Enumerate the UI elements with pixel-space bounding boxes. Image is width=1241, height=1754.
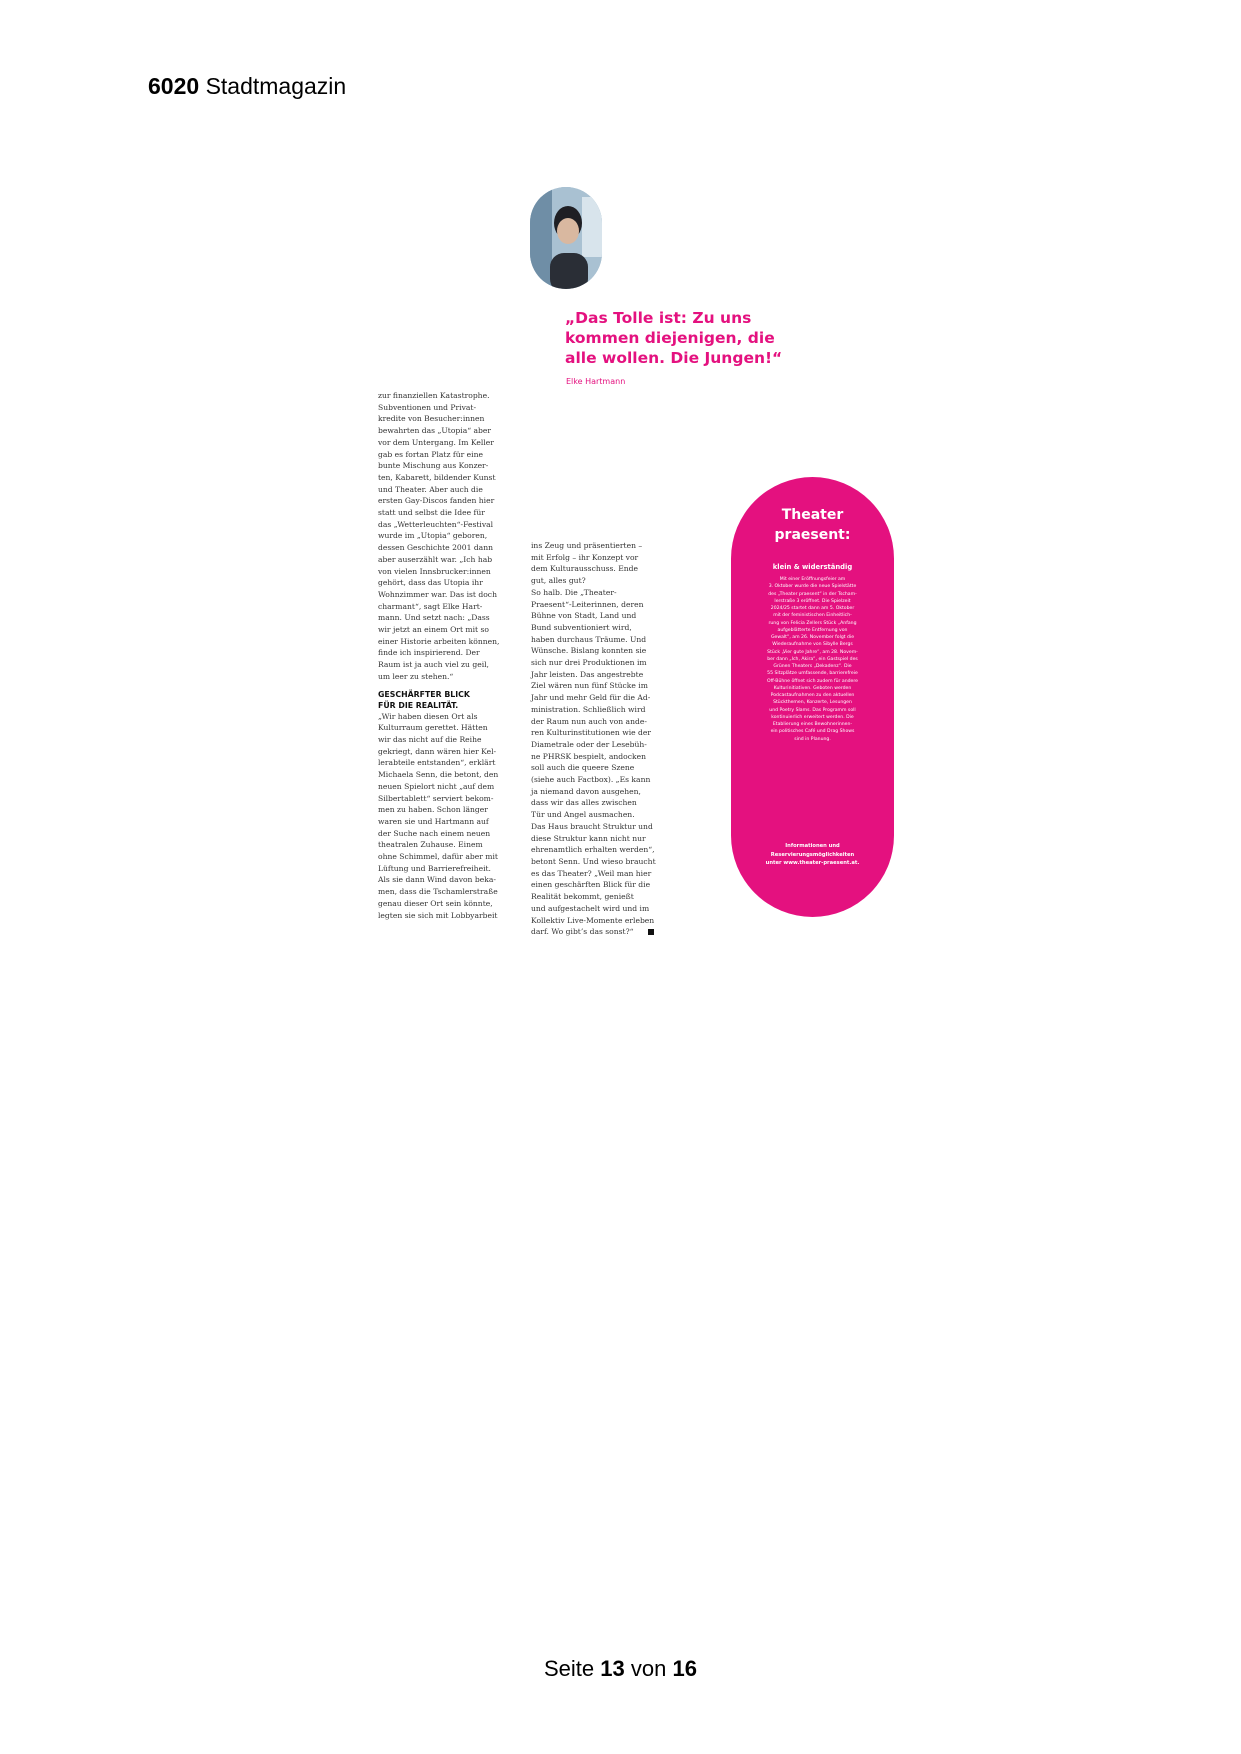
article-line: statt und selbst die Idee für xyxy=(378,508,485,518)
column-1b-text xyxy=(378,711,518,922)
article-line: gut, alles gut? xyxy=(531,576,586,586)
article-line: Diametrale oder der Lesebüh- xyxy=(531,739,647,749)
portrait-illustration xyxy=(530,187,602,289)
article-line: Subventionen und Privat- xyxy=(378,402,477,412)
article-line: charmant“, sagt Elke Hart- xyxy=(378,601,483,611)
factbox-subtitle: klein & widerständig xyxy=(772,563,853,571)
article-line: Lüftung und Barrierefreiheit. xyxy=(378,863,491,873)
article-line: Jahr leisten. Das angestrebte xyxy=(531,669,644,679)
article-line: „Wir haben diesen Ort als xyxy=(378,711,478,721)
factbox-body-line: Etablierung eines Bewohnerinnen- xyxy=(772,722,853,727)
article-line: Ziel wären nun fünf Stücke im xyxy=(531,681,648,691)
factbox-body-line: Kulturinitiativen. Geboten werden xyxy=(773,685,852,691)
article-line: Bund subventioniert wird, xyxy=(531,622,632,632)
article-line: zur finanziellen Katastrophe. xyxy=(378,391,490,400)
article-line: gehört, dass das Utopia ihr xyxy=(378,578,483,588)
article-line: (siehe auch Factbox). „Es kann xyxy=(531,775,651,785)
factbox-body-line: Wiederaufnahme von Sibylle Bergs xyxy=(772,642,853,648)
article-line: lerabteile entstanden“, erklärt xyxy=(378,758,496,768)
pull-quote-line: alle wollen. Die Jungen!“ xyxy=(565,349,783,367)
article-line: genau dieser Ort sein könnte, xyxy=(378,898,493,908)
factbox-title-line: Theater xyxy=(781,507,844,523)
factbox-body-line: sind in Planung. xyxy=(794,736,831,742)
article-line: und Theater. Aber auch die xyxy=(378,484,483,494)
factbox-body-line: rung von Felicia Zellers Stück „Anfang xyxy=(768,620,857,626)
article-line: Jahr und mehr Geld für die Ad- xyxy=(531,693,651,703)
article-line: ren Kulturinstitutionen wie der xyxy=(531,728,652,738)
factbox-body-line: Podcastaufnahmen zu den aktuellen xyxy=(770,693,855,698)
page-label: Seite xyxy=(544,1656,595,1681)
article-line: Bühne von Stadt, Land und xyxy=(531,611,637,621)
factbox-body-line: Gewalt“, am 26. November folgt die xyxy=(770,635,855,640)
factbox-info xyxy=(741,842,884,868)
article-line: ne PHRSK bespielt, andocken xyxy=(531,751,646,761)
pull-quote xyxy=(565,308,795,368)
article-line: vor dem Untergang. Im Keller xyxy=(378,437,494,447)
factbox-body xyxy=(745,576,880,743)
brand-name: Stadtmagazin xyxy=(205,73,347,99)
article-line: Raum ist ja auch viel zu geil, xyxy=(378,660,489,670)
article-line: es das Theater? „Weil man hier xyxy=(531,868,652,878)
pull-quote-line: kommen diejenigen, die xyxy=(565,329,775,347)
factbox-body-line: ein politisches Café und Drag Shows xyxy=(770,729,855,735)
article-line: um leer zu stehen.“ xyxy=(378,671,454,681)
article-line: ten, Kabarett, bildender Kunst xyxy=(378,472,496,482)
article-line: mit Erfolg – ihr Konzept vor xyxy=(531,552,639,562)
article-line: Michaela Senn, die betont, den xyxy=(378,770,499,780)
article-line: gekriegt, dann wären hier Kel- xyxy=(378,746,497,756)
subhead-line: FÜR DIE REALITÄT. xyxy=(378,700,459,710)
last-line-text: darf. Wo gibt’s das sonst?“ xyxy=(531,927,634,937)
article-line: der Suche nach einem neuen xyxy=(378,828,491,838)
article-line: einer Historie arbeiten können, xyxy=(378,636,500,646)
factbox-body-line: kontinuierlich erweitert werden. Die xyxy=(771,714,854,720)
article-line: soll auch die queere Szene xyxy=(531,763,635,773)
article-column-1 xyxy=(378,390,518,921)
last-line xyxy=(531,926,673,938)
factbox-title xyxy=(731,505,894,545)
article-line: ersten Gay-Discos fanden hier xyxy=(378,496,495,506)
article-line: Wohnzimmer war. Das ist doch xyxy=(378,589,497,599)
page-footer xyxy=(0,1656,1241,1682)
factbox-body-line: und Poetry Slams. Das Programm soll xyxy=(769,707,856,713)
article-line: aber auserzählt war. „Ich hab xyxy=(378,554,493,564)
current-page: 13 xyxy=(600,1656,625,1681)
factbox-body-line: Stückthemen, Konzerte, Lesungen xyxy=(773,700,852,706)
factbox-body-line: aufgeblätterte Entfernung von xyxy=(777,627,848,633)
article-line: kredite von Besucher:innen xyxy=(378,414,485,424)
article-line: legten sie sich mit Lobbyarbeit xyxy=(378,910,498,920)
factbox-body-line: 55 Sitzplätze umfassende, barrierefreie xyxy=(767,671,858,677)
article-line: diese Struktur kann nicht nur xyxy=(531,833,646,843)
factbox-title-line: praesent: xyxy=(774,527,851,543)
article-line: Kollektiv Live-Momente erleben xyxy=(531,915,655,925)
pull-quote-line: „Das Tolle ist: Zu uns xyxy=(565,309,752,327)
factbox-info-line: Reservierungsmöglichkeiten xyxy=(770,851,855,858)
factbox xyxy=(731,477,894,917)
factbox-body-line: 2024/25 startet dann am 5. Oktober xyxy=(770,606,855,611)
factbox-info-line: Informationen und xyxy=(785,843,840,849)
article-line: men zu haben. Schon länger xyxy=(378,805,488,815)
article-line: ministration. Schließlich wird xyxy=(531,704,646,714)
article-line: und aufgestachelt wird und im xyxy=(531,903,650,913)
article-line: betont Senn. Und wieso braucht xyxy=(531,856,656,866)
factbox-body-line: mit der feministischen Einheitlich- xyxy=(773,613,852,619)
article-line: Silbertablett“ serviert bekom- xyxy=(378,793,494,803)
factbox-body-line: Mit einer Eröffnungsfeier am xyxy=(779,577,846,582)
column-2-text xyxy=(531,540,673,926)
factbox-body-line: lerstraße 3 eröffnet. Die Spielzeit xyxy=(774,598,851,604)
quote-author: Elke Hartmann xyxy=(566,377,626,386)
article-line: gab es fortan Platz für eine xyxy=(378,449,483,459)
portrait-photo xyxy=(530,187,602,289)
article-line: dem Kulturausschuss. Ende xyxy=(531,564,639,574)
section-subhead xyxy=(378,689,518,711)
article-line: sich nur drei Produktionen im xyxy=(531,658,647,668)
article-line: Wünsche. Bislang konnten sie xyxy=(531,646,647,656)
factbox-body-line: des „Theater praesent“ in der Tscham- xyxy=(768,591,857,597)
article-line: Als sie dann Wind davon beka- xyxy=(378,875,496,885)
factbox-body-line: Off-Bühne öffnet sich zudem für andere xyxy=(767,678,858,684)
article-line: waren sie und Hartmann auf xyxy=(378,816,489,826)
end-mark-icon xyxy=(648,929,654,935)
article-line: das „Wetterleuchten“-Festival xyxy=(378,519,494,529)
article-line: ehrenamtlich erhalten werden“, xyxy=(531,845,655,855)
factbox-info-line: unter www.theater-praesent.at. xyxy=(765,860,860,866)
article-line: dass wir das alles zwischen xyxy=(531,798,637,808)
article-line: bunte Mischung aus Konzer- xyxy=(378,461,489,471)
article-line: men, dass die Tschamlerstraße xyxy=(378,887,498,897)
article-line: Tür und Angel ausmachen. xyxy=(531,810,635,820)
brand-number: 6020 xyxy=(148,73,200,99)
subhead-line: GESCHÄRFTER BLICK xyxy=(378,689,470,699)
article-line: theatralen Zuhause. Einem xyxy=(378,840,483,850)
factbox-body-line: 3. Oktober wurde die neue Spielstätte xyxy=(768,584,857,590)
article-line: wurde im „Utopia“ geboren, xyxy=(378,531,488,541)
article-line: von vielen Innsbrucker:innen xyxy=(378,566,491,576)
page-header xyxy=(148,73,346,100)
article-line: bewahrten das „Utopia“ aber xyxy=(378,426,492,436)
factbox-body-line: Grünen Theaters „Dekadenz“. Die xyxy=(773,664,852,669)
total-pages: 16 xyxy=(672,1656,697,1681)
article-line: ja niemand davon ausgehen, xyxy=(531,786,641,796)
page-of: von xyxy=(630,1656,667,1681)
article-line: dessen Geschichte 2001 dann xyxy=(378,543,493,553)
article-line: Kulturraum gerettet. Hätten xyxy=(378,723,488,733)
article-line: So halb. Die „Theater- xyxy=(531,587,617,597)
article-line: wir jetzt an einem Ort mit so xyxy=(378,625,489,635)
article-line: finde ich inspirierend. Der xyxy=(378,648,480,658)
article-line: haben durchaus Träume. Und xyxy=(531,634,647,644)
article-line: wir das nicht auf die Reihe xyxy=(378,734,482,744)
article-line: ohne Schimmel, dafür aber mit xyxy=(378,852,498,862)
article-line: ins Zeug und präsentierten – xyxy=(531,541,643,550)
article-line: Praesent“-Leiterinnen, deren xyxy=(531,599,644,609)
factbox-body-line: Stück „Vier gute Jahre“, am 28. Novem- xyxy=(767,649,858,655)
article-line: neuen Spielort nicht „auf dem xyxy=(378,781,495,791)
factbox-body-line: ber dann „Ich, Akira“, ein Gastspiel des xyxy=(767,656,858,662)
column-1-text xyxy=(378,390,518,683)
article-line: einen geschärften Blick für die xyxy=(531,880,651,890)
article-line: der Raum nun auch von ande- xyxy=(531,716,647,726)
article-column-2 xyxy=(531,540,673,938)
article-line: mann. Und setzt nach: „Dass xyxy=(378,613,490,623)
article-line: Realität bekommt, genießt xyxy=(531,892,634,902)
article-line: Das Haus braucht Struktur und xyxy=(531,821,653,831)
